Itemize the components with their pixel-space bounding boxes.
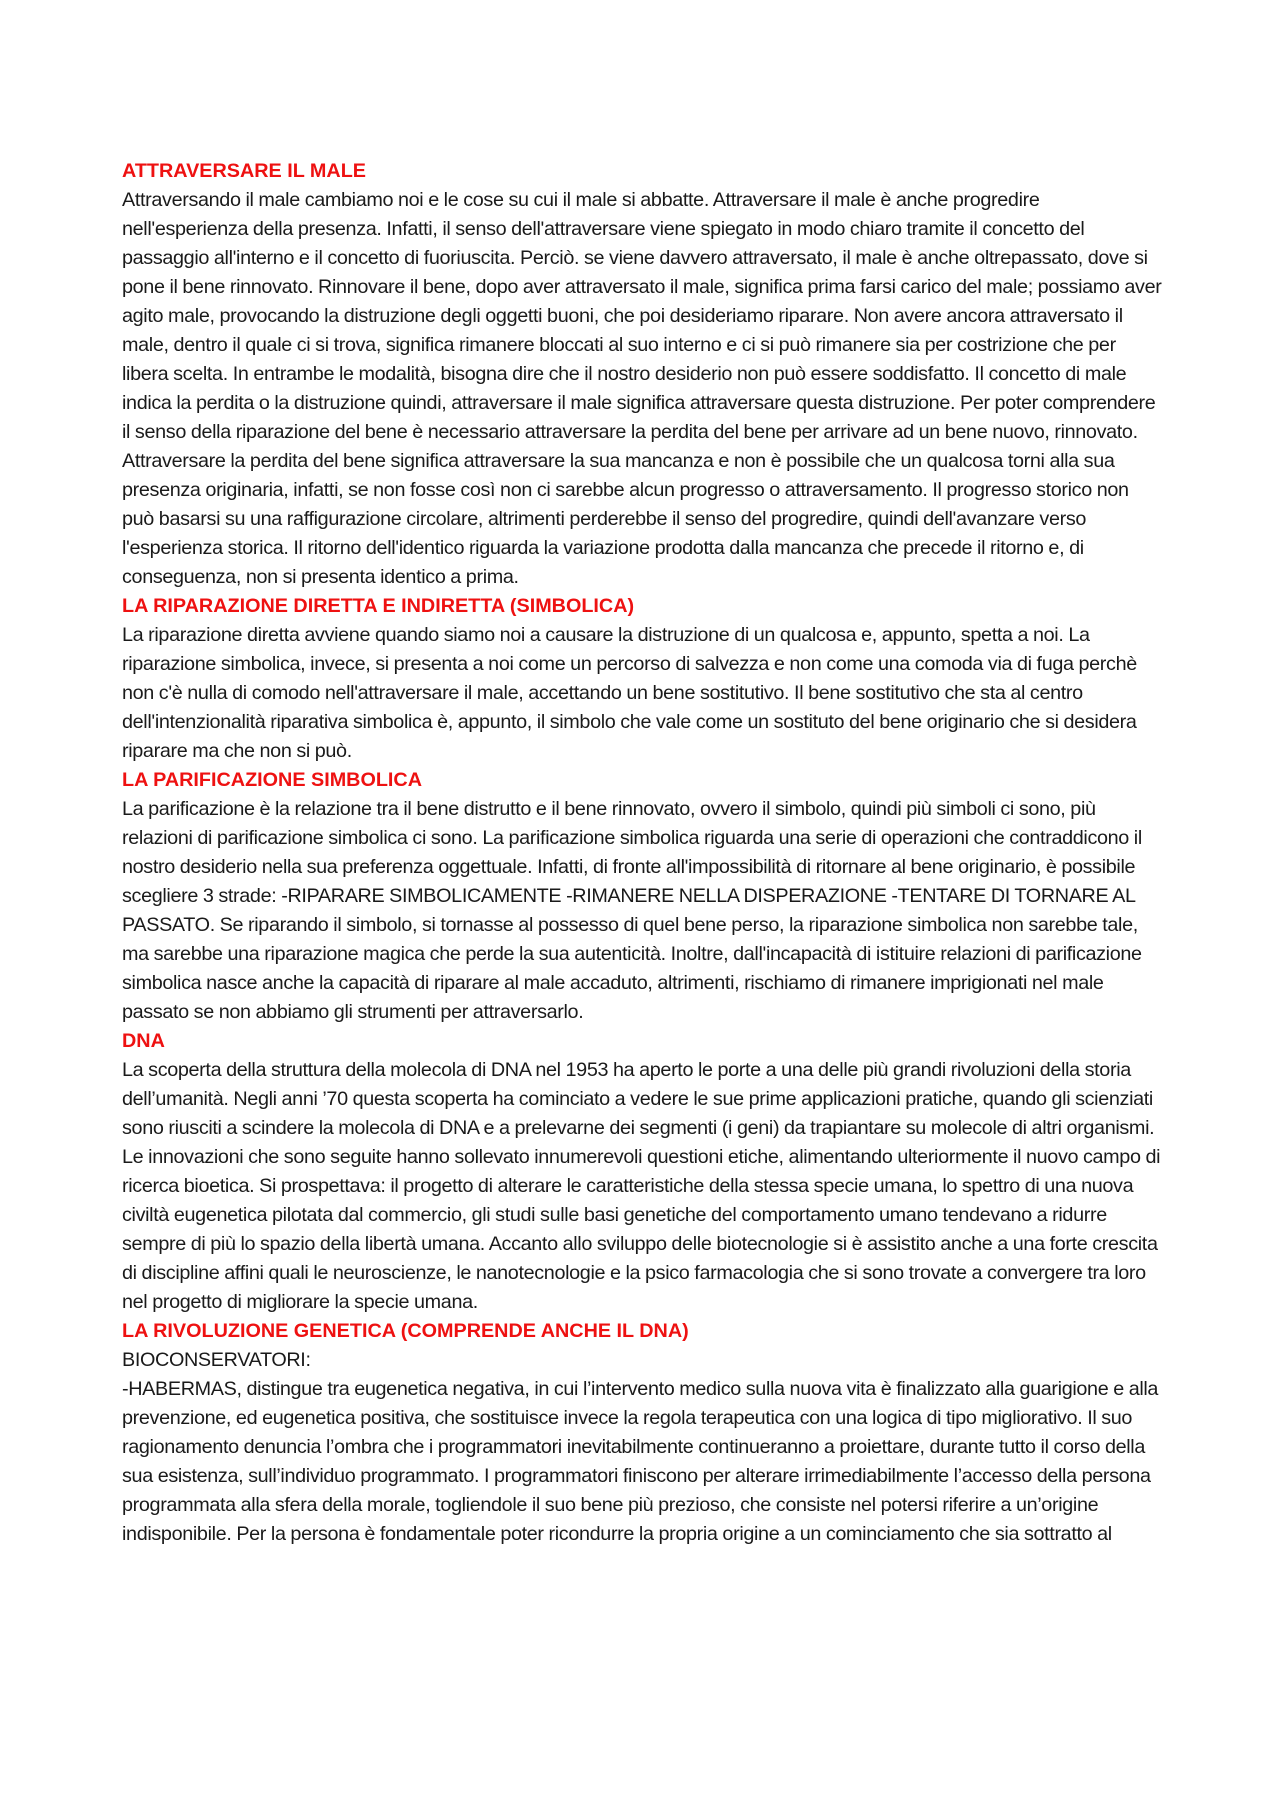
- section-heading: LA RIPARAZIONE DIRETTA E INDIRETTA (SIMBOLICA): [122, 595, 635, 617]
- section-riparazione-diretta-indiretta: [122, 592, 1162, 766]
- section-parificazione-simbolica: [122, 766, 1162, 1027]
- section-paragraph: -HABERMAS, distingue tra eugenetica negativa, in cui l’intervento medico sulla nuova vita è finalizzato alla guarigione e alla prevenzione, ed eugenetica positiva, che sostituisce invece la regola terapeutica con una logica di tipo migliorativo. Il suo ragionamento denuncia l’ombra che i programmatori inevitabilmente continueranno a proiettare, durante tutto il corso della sua esistenza, sull’individuo programmato. I programmatori finiscono per alterare irrimediabilmente l’accesso della persona programmata alla sfera della morale, togliendole il suo bene più prezioso, che consiste nel potersi riferire a un’origine indisponibile. Per la persona è fondamentale poter ricondurre la propria origine a un cominciamento che sia sottratto al: [122, 1378, 1159, 1545]
- section-paragraph: La riparazione diretta avviene quando siamo noi a causare la distruzione di un qualcosa e, appunto, spetta a noi. La riparazione simbolica, invece, si presenta a noi come un percorso di salvezza e non come una comoda via di fuga perchè non c'è nulla di comodo nell'attraversare il male, accettando un bene sostitutivo. Il bene sostitutivo che sta al centro dell'intenzionalità riparativa simbolica è, appunto, il simbolo che vale come un sostituto del bene originario che si desidera riparare ma che non si può.: [122, 624, 1137, 762]
- section-heading: DNA: [122, 1030, 165, 1052]
- section-paragraph: La scoperta della struttura della molecola di DNA nel 1953 ha aperto le porte a una delle più grandi rivoluzioni della storia dell’umanità. Negli anni ’70 questa scoperta ha cominciato a vedere le sue prime applicazioni pratiche, quando gli scienziati sono riusciti a scindere la molecola di DNA e a prelevarne dei segmenti (i geni) da trapiantare su molecole di altri organismi. Le innovazioni che sono seguite hanno sollevato innumerevoli questioni etiche, alimentando ulteriormente il nuovo campo di ricerca bioetica. Si prospettava: il progetto di alterare le caratteristiche della stessa specie umana, lo spettro di una nuova civiltà eugenetica pilotata dal commercio, gli studi sulle basi genetiche del comportamento umano tendevano a ridurre sempre di più lo spazio della libertà umana. Accanto allo sviluppo delle biotecnologie si è assistito anche a una forte crescita di discipline affini quali le neuroscienze, le nanotecnologie e la psico farmacologia che si sono trovate a convergere tra loro nel progetto di migliorare la specie umana.: [122, 1059, 1161, 1313]
- section-dna: [122, 1027, 1162, 1317]
- section-paragraph: Attraversando il male cambiamo noi e le cose su cui il male si abbatte. Attraversare il male è anche progredire nell'esperienza della presenza. Infatti, il senso dell'attraversare viene spiegato in modo chiaro tramite il concetto del passaggio all'interno e il concetto di fuoriuscita. Perciò. se viene davvero attraversato, il male è anche oltrepassato, dove si pone il bene rinnovato. Rinnovare il bene, dopo aver attraversato il male, significa prima farsi carico del male; possiamo aver agito male, provocando la distruzione degli oggetti buoni, che poi desideriamo riparare. Non avere ancora attraversato il male, dentro il quale ci si trova, significa rimanere bloccati al suo interno e ci si può rimanere sia per costrizione che per libera scelta. In entrambe le modalità, bisogna dire che il nostro desiderio non può essere soddisfatto. Il concetto di male indica la perdita o la distruzione quindi, attraversare il male significa attraversare questa distruzione. Per poter comprendere il senso della riparazione del bene è necessario attraversare la perdita del bene per arrivare ad un bene nuovo, rinnovato. Attraversare la perdita del bene significa attraversare la sua mancanza e non è possibile che un qualcosa torni alla sua presenza originaria, infatti, se non fosse così non ci sarebbe alcun progresso o attraversamento. Il progresso storico non può basarsi su una raffigurazione circolare, altrimenti perderebbe il senso del progredire, quindi dell'avanzare verso l'esperienza storica. Il ritorno dell'identico riguarda la variazione prodotta dalla mancanza che precede il ritorno e, di conseguenza, non si presenta identico a prima.: [122, 189, 1162, 588]
- document-page: [122, 157, 1162, 1549]
- section-paragraph: La parificazione è la relazione tra il bene distrutto e il bene rinnovato, ovvero il simbolo, quindi più simboli ci sono, più relazioni di parificazione simbolica ci sono. La parificazione simbolica riguarda una serie di operazioni che contraddicono il nostro desiderio nella sua preferenza oggettuale. Infatti, di fronte all'impossibilità di ritornare al bene originario, è possibile scegliere 3 strade: -RIPARARE SIMBOLICAMENTE -RIMANERE NELLA DISPERAZIONE -TENTARE DI TORNARE AL PASSATO. Se riparando il simbolo, si tornasse al possesso di quel bene perso, la riparazione simbolica non sarebbe tale, ma sarebbe una riparazione magica che perde la sua autenticità. Inoltre, dall'incapacità di istituire relazioni di parificazione simbolica nasce anche la capacità di riparare al male accaduto, altrimenti, rischiamo di rimanere imprigionati nel male passato se non abbiamo gli strumenti per attraversarlo.: [122, 798, 1142, 1023]
- section-attraversare-il-male: [122, 157, 1162, 592]
- section-rivoluzione-genetica: [122, 1317, 1162, 1549]
- section-heading: LA RIVOLUZIONE GENETICA (COMPRENDE ANCHE IL DNA): [122, 1320, 689, 1342]
- section-heading: LA PARIFICAZIONE SIMBOLICA: [122, 769, 423, 791]
- subheading-bioconservatori: BIOCONSERVATORI:: [122, 1349, 311, 1371]
- section-heading: ATTRAVERSARE IL MALE: [122, 160, 366, 182]
